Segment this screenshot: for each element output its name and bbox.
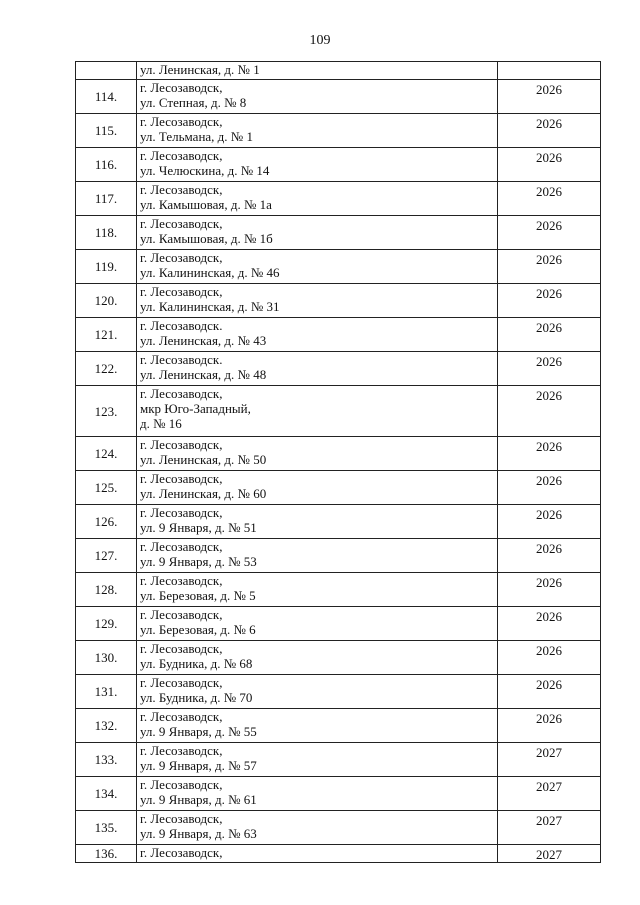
table-row	[76, 352, 601, 386]
year-cell: 2026	[498, 437, 601, 471]
table-row	[76, 811, 601, 845]
table-row	[76, 709, 601, 743]
year-cell: 2026	[498, 641, 601, 675]
year-cell: 2026	[498, 284, 601, 318]
row-number: 122.	[76, 352, 137, 386]
address-city: г. Лесозаводск,	[140, 386, 223, 401]
address-table	[75, 61, 601, 863]
address-street: ул. Ленинская, д. № 43	[140, 333, 267, 348]
row-number: 123.	[76, 386, 137, 437]
address-extra: д. № 16	[140, 416, 182, 431]
address-city: г. Лесозаводск,	[140, 709, 223, 724]
address-street: ул. Ленинская, д. № 60	[140, 486, 267, 501]
address-street: ул. Челюскина, д. № 14	[140, 163, 270, 178]
address-street: мкр Юго-Западный,	[140, 401, 251, 416]
table-row	[76, 284, 601, 318]
row-number: 134.	[76, 777, 137, 811]
address-cell	[137, 505, 498, 539]
year-cell: 2026	[498, 471, 601, 505]
year-cell: 2026	[498, 250, 601, 284]
row-number: 126.	[76, 505, 137, 539]
address-cell	[137, 607, 498, 641]
address-city: г. Лесозаводск,	[140, 471, 223, 486]
address-street: ул. 9 Января, д. № 51	[140, 520, 257, 535]
address-cell	[137, 182, 498, 216]
address-cell	[137, 743, 498, 777]
address-city: г. Лесозаводск,	[140, 607, 223, 622]
address-city: г. Лесозаводск,	[140, 148, 223, 163]
address-cell	[137, 641, 498, 675]
address-street: ул. Камышовая, д. № 1а	[140, 197, 272, 212]
year-cell: 2026	[498, 148, 601, 182]
address-city: г. Лесозаводск,	[140, 675, 223, 690]
table-row	[76, 148, 601, 182]
address-cell	[137, 539, 498, 573]
year-cell: 2027	[498, 845, 601, 863]
year-cell: 2027	[498, 777, 601, 811]
year-cell	[498, 62, 601, 80]
table-row	[76, 539, 601, 573]
address-street: ул. Ленинская, д. № 48	[140, 367, 267, 382]
address-street: ул. Калининская, д. № 31	[140, 299, 280, 314]
address-cell	[137, 216, 498, 250]
address-street: ул. 9 Января, д. № 53	[140, 554, 257, 569]
row-number: 132.	[76, 709, 137, 743]
table-row	[76, 471, 601, 505]
address-cell	[137, 386, 498, 437]
address-city: ул. Ленинская, д. № 1	[140, 62, 260, 77]
table-row	[76, 80, 601, 114]
address-street: ул. Будника, д. № 70	[140, 690, 253, 705]
address-street: ул. Ленинская, д. № 50	[140, 452, 267, 467]
address-street: ул. Березовая, д. № 6	[140, 622, 256, 637]
address-cell	[137, 845, 498, 863]
address-cell	[137, 250, 498, 284]
year-cell: 2026	[498, 505, 601, 539]
page-number: 109	[309, 33, 331, 48]
year-cell: 2027	[498, 811, 601, 845]
address-city: г. Лесозаводск,	[140, 777, 223, 792]
table-row	[76, 777, 601, 811]
year-cell: 2026	[498, 573, 601, 607]
address-city: г. Лесозаводск,	[140, 114, 223, 129]
table-row	[76, 182, 601, 216]
address-table-body	[76, 62, 601, 863]
row-number: 136.	[76, 845, 137, 863]
row-number: 129.	[76, 607, 137, 641]
table-row	[76, 250, 601, 284]
year-cell: 2026	[498, 352, 601, 386]
address-street: ул. 9 Января, д. № 63	[140, 826, 257, 841]
year-cell: 2026	[498, 318, 601, 352]
year-cell: 2026	[498, 80, 601, 114]
address-city: г. Лесозаводск,	[140, 573, 223, 588]
table-row	[76, 318, 601, 352]
table-row	[76, 62, 601, 80]
address-street: ул. Калининская, д. № 46	[140, 265, 280, 280]
row-number: 116.	[76, 148, 137, 182]
address-street: ул. 9 Января, д. № 61	[140, 792, 257, 807]
table-row	[76, 216, 601, 250]
address-cell	[137, 811, 498, 845]
row-number: 131.	[76, 675, 137, 709]
row-number: 125.	[76, 471, 137, 505]
row-number: 117.	[76, 182, 137, 216]
address-cell	[137, 62, 498, 80]
address-cell	[137, 675, 498, 709]
address-city: г. Лесозаводск.	[140, 318, 223, 333]
address-street: ул. Березовая, д. № 5	[140, 588, 256, 603]
address-cell	[137, 352, 498, 386]
address-city: г. Лесозаводск,	[140, 284, 223, 299]
row-number: 115.	[76, 114, 137, 148]
year-cell: 2026	[498, 182, 601, 216]
year-cell: 2026	[498, 386, 601, 437]
row-number: 121.	[76, 318, 137, 352]
address-city: г. Лесозаводск.	[140, 352, 223, 367]
address-cell	[137, 709, 498, 743]
address-city: г. Лесозаводск,	[140, 539, 223, 554]
row-number: 127.	[76, 539, 137, 573]
address-street: ул. Будника, д. № 68	[140, 656, 253, 671]
row-number: 124.	[76, 437, 137, 471]
address-city: г. Лесозаводск,	[140, 80, 223, 95]
address-city: г. Лесозаводск,	[140, 182, 223, 197]
address-cell	[137, 114, 498, 148]
address-cell	[137, 437, 498, 471]
address-city: г. Лесозаводск,	[140, 743, 223, 758]
row-number: 120.	[76, 284, 137, 318]
address-street: ул. 9 Января, д. № 57	[140, 758, 257, 773]
table-row	[76, 573, 601, 607]
table-row	[76, 505, 601, 539]
row-number: 128.	[76, 573, 137, 607]
address-cell	[137, 573, 498, 607]
address-street: ул. Камышовая, д. № 1б	[140, 231, 273, 246]
table-row	[76, 675, 601, 709]
year-cell: 2026	[498, 216, 601, 250]
address-street: ул. Степная, д. № 8	[140, 95, 247, 110]
row-number: 119.	[76, 250, 137, 284]
address-cell	[137, 777, 498, 811]
table-row	[76, 641, 601, 675]
row-number: 114.	[76, 80, 137, 114]
table-row	[76, 437, 601, 471]
table-row	[76, 607, 601, 641]
row-number: 130.	[76, 641, 137, 675]
address-cell	[137, 284, 498, 318]
year-cell: 2027	[498, 743, 601, 777]
address-city: г. Лесозаводск,	[140, 811, 223, 826]
year-cell: 2026	[498, 114, 601, 148]
year-cell: 2026	[498, 539, 601, 573]
address-city: г. Лесозаводск,	[140, 845, 223, 860]
address-cell	[137, 148, 498, 182]
row-number	[76, 62, 137, 80]
table-row	[76, 114, 601, 148]
address-city: г. Лесозаводск,	[140, 437, 223, 452]
address-cell	[137, 471, 498, 505]
row-number: 118.	[76, 216, 137, 250]
address-street: ул. 9 Января, д. № 55	[140, 724, 257, 739]
address-street: ул. Тельмана, д. № 1	[140, 129, 253, 144]
address-city: г. Лесозаводск,	[140, 641, 223, 656]
row-number: 135.	[76, 811, 137, 845]
address-city: г. Лесозаводск,	[140, 505, 223, 520]
address-city: г. Лесозаводск,	[140, 216, 223, 231]
year-cell: 2026	[498, 675, 601, 709]
table-row	[76, 386, 601, 437]
address-cell	[137, 80, 498, 114]
table-row	[76, 845, 601, 863]
year-cell: 2026	[498, 607, 601, 641]
address-city: г. Лесозаводск,	[140, 250, 223, 265]
row-number: 133.	[76, 743, 137, 777]
year-cell: 2026	[498, 709, 601, 743]
address-cell	[137, 318, 498, 352]
table-row	[76, 743, 601, 777]
